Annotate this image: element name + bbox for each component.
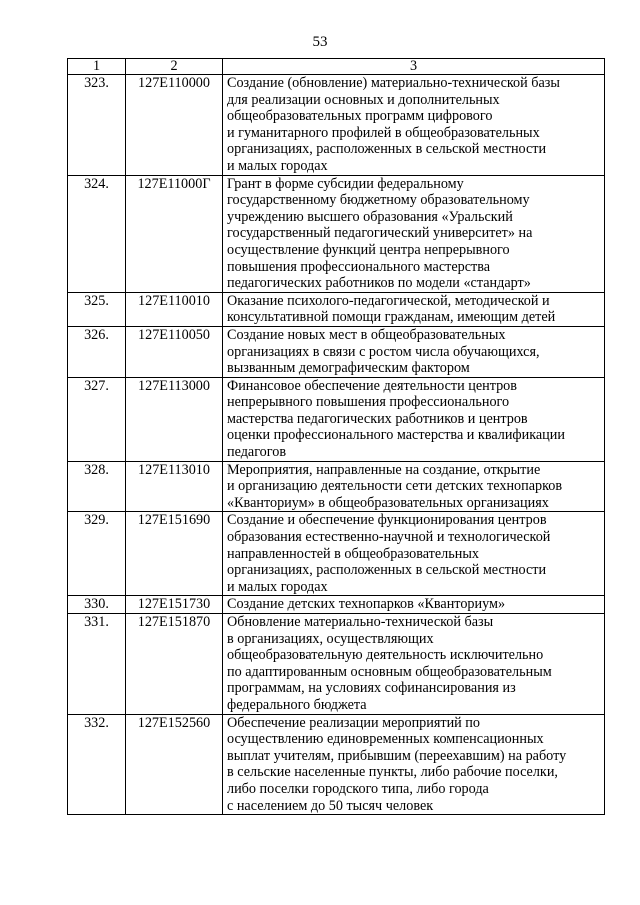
row-description: Оказание психолого-педагогической, методической и консультативной помощи гражданам, имеющим детей (223, 292, 605, 326)
table-row (68, 326, 605, 377)
column-header-2: 2 (126, 59, 223, 75)
row-number: 327. (68, 377, 126, 461)
table-header-row (68, 59, 605, 75)
row-code: 127E152560 (126, 714, 223, 815)
column-header-3: 3 (223, 59, 605, 75)
row-number: 324. (68, 175, 126, 292)
table-row (68, 377, 605, 461)
column-header-1: 1 (68, 59, 126, 75)
table-row (68, 292, 605, 326)
row-description: Обновление материально-технической базы в организациях, осуществляющих общеобразовательную деятельность исключительно по адаптированным основным общеобразовательным программам, на условиях софинансирования из федерального бюджета (223, 614, 605, 715)
table-row (68, 175, 605, 292)
row-code: 127E110050 (126, 326, 223, 377)
budget-codes-table (67, 58, 605, 815)
row-description: Создание новых мест в общеобразовательных организациях в связи с ростом числа обучающихся, вызванным демографическим фактором (223, 326, 605, 377)
row-number: 325. (68, 292, 126, 326)
row-description: Создание и обеспечение функционирования центров образования естественно-научной и технологической направленностей в общеобразовательных организациях, расположенных в сельской местности и малых городах (223, 512, 605, 596)
row-code: 127E11000Г (126, 175, 223, 292)
row-number: 328. (68, 461, 126, 512)
row-description: Финансовое обеспечение деятельности центров непрерывного повышения профессионального мастерства педагогических работников и центров оценки профессионального мастерства и квалификации педагогов (223, 377, 605, 461)
row-number: 323. (68, 75, 126, 176)
row-code: 127E151870 (126, 614, 223, 715)
table-row (68, 596, 605, 614)
row-code: 127E113010 (126, 461, 223, 512)
row-code: 127E110000 (126, 75, 223, 176)
table-row (68, 512, 605, 596)
row-description: Мероприятия, направленные на создание, открытие и организацию деятельности сети детских технопарков «Кванториум» в общеобразовательных организациях (223, 461, 605, 512)
table-row (68, 461, 605, 512)
row-number: 331. (68, 614, 126, 715)
row-description: Создание детских технопарков «Кванториум» (223, 596, 605, 614)
table-row (68, 75, 605, 176)
row-number: 329. (68, 512, 126, 596)
row-code: 127E110010 (126, 292, 223, 326)
row-code: 127E151690 (126, 512, 223, 596)
table-row (68, 614, 605, 715)
row-description: Грант в форме субсидии федеральному государственному бюджетному образовательному учреждению высшего образования «Уральский государственный педагогический университет» на осуществление функций центра непрерывного повышения профессионального мастерства педагогических работников по модели «стандарт» (223, 175, 605, 292)
page-number: 53 (312, 34, 328, 50)
row-code: 127E151730 (126, 596, 223, 614)
row-description: Обеспечение реализации мероприятий по осуществлению единовременных компенсационных выплат учителям, прибывшим (переехавшим) на работу в сельские населенные пункты, либо рабочие поселки, либо поселки городского типа, либо города с населением до 50 тысяч человек (223, 714, 605, 815)
row-description: Создание (обновление) материально-технической базы для реализации основных и дополнительных общеобразовательных программ цифрового и гуманитарного профилей в общеобразовательных организациях, расположенных в сельской местности и малых городах (223, 75, 605, 176)
row-number: 330. (68, 596, 126, 614)
table-row (68, 714, 605, 815)
row-number: 326. (68, 326, 126, 377)
row-number: 332. (68, 714, 126, 815)
row-code: 127E113000 (126, 377, 223, 461)
